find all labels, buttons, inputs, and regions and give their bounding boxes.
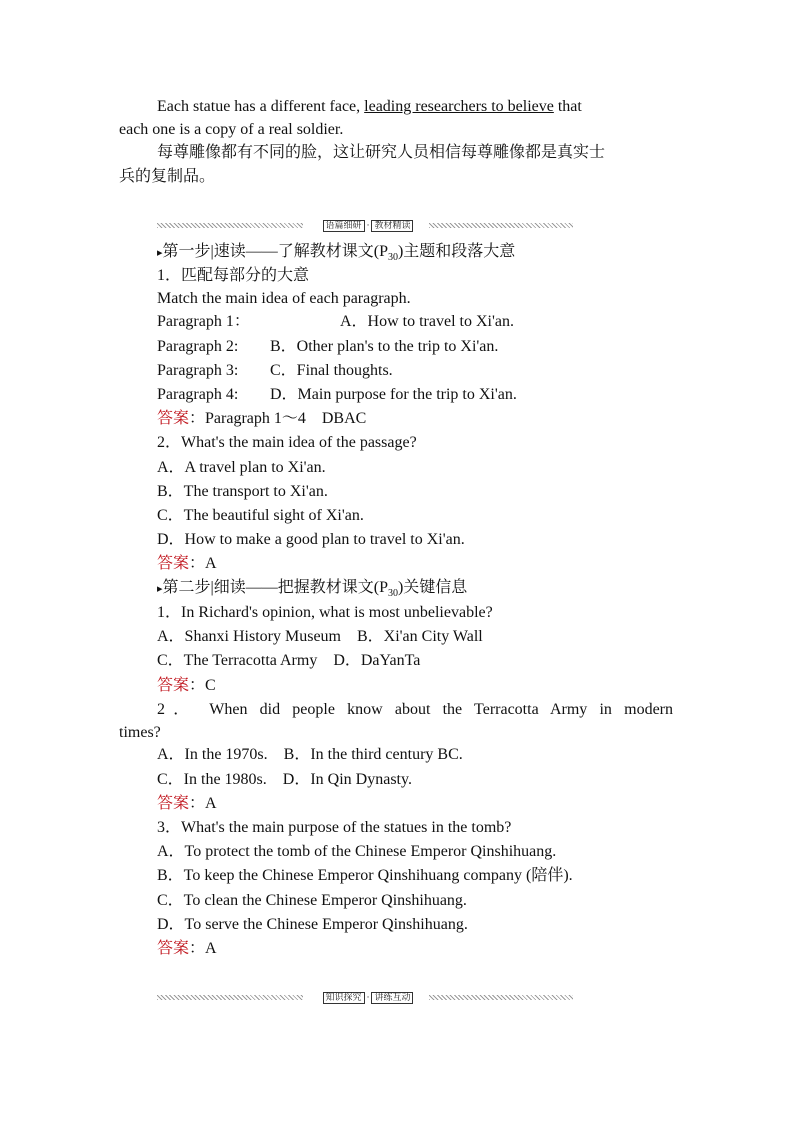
divider-banner — [307, 220, 429, 232]
answer-line — [157, 938, 217, 960]
answer-label: 答案 — [157, 677, 190, 694]
match-option: D．Main purpose for the trip to Xi'an. — [270, 386, 517, 403]
answer-label: 答案 — [157, 795, 190, 812]
step2-q2: 2． When did people know about the Terracotta Army in modern — [157, 701, 673, 718]
intro-translation-2: 兵的复制品。 — [119, 168, 216, 185]
answer-value: ：C — [189, 677, 216, 694]
step2-q3: 3．What's the main purpose of the statues in the tomb? — [157, 819, 512, 836]
match-option: B．Other plan's to the trip to Xi'an. — [270, 338, 499, 355]
choice-option: D．How to make a good plan to travel to Xi'an. — [157, 531, 465, 548]
divider-stripe — [429, 223, 573, 228]
step2-title-end: )关键信息 — [397, 579, 468, 596]
paragraph-label: Paragraph 2: — [157, 338, 239, 355]
intro-line-2: each one is a copy of a real soldier. — [119, 121, 344, 138]
choice-option-row: A．In the 1970s. B．In the third century BC. — [157, 746, 463, 763]
page-subscript: 30 — [387, 588, 398, 600]
intro-text: Each statue has a different face, — [157, 98, 365, 115]
answer-label: 答案 — [157, 555, 190, 572]
paragraph-label: Paragraph 1： — [157, 313, 250, 330]
divider-stripe — [429, 995, 573, 1000]
paragraph-label: Paragraph 4: — [157, 386, 239, 403]
choice-option: C．The beautiful sight of Xi'an. — [157, 507, 364, 524]
step2-q2-cont: times? — [119, 724, 161, 741]
answer-line — [157, 408, 366, 430]
divider-dot: · — [366, 221, 370, 231]
answer-value: ：A — [189, 795, 217, 812]
step1-q1-en: Match the main idea of each paragraph. — [157, 290, 411, 307]
divider-stripe — [157, 223, 303, 228]
divider-label-right: 教材精读 — [371, 220, 413, 232]
divider-banner — [307, 992, 429, 1004]
choice-option: B．The transport to Xi'an. — [157, 483, 328, 500]
answer-line — [157, 553, 217, 575]
divider-dot: · — [366, 993, 370, 1003]
match-option: C．Final thoughts. — [270, 362, 393, 379]
answer-value: ：A — [189, 940, 217, 957]
triangle-icon: ▸ — [157, 583, 163, 595]
answer-value: ：Paragraph 1～4 DBAC — [189, 410, 367, 427]
answer-line — [157, 675, 216, 697]
step1-title: 第一步|速读——了解教材课文(P — [162, 243, 388, 260]
choice-option: C．To clean the Chinese Emperor Qinshihuang. — [157, 892, 467, 909]
intro-translation-1: 每尊雕像都有不同的脸，这让研究人员相信每尊雕像都是真实士 — [157, 144, 606, 161]
step2-heading — [157, 577, 467, 605]
section-divider-practice — [157, 992, 573, 1004]
step1-q2: 2．What's the main idea of the passage? — [157, 434, 417, 451]
divider-label-left: 知识探究 — [323, 992, 365, 1004]
choice-option-row: C．In the 1980s. D．In Qin Dynasty. — [157, 771, 412, 788]
step1-q1-zh: 1．匹配每部分的大意 — [157, 267, 310, 284]
answer-label: 答案 — [157, 940, 190, 957]
intro-line-1 — [157, 96, 582, 118]
choice-option: B．To keep the Chinese Emperor Qinshihuang company (陪伴). — [157, 867, 573, 884]
step1-title-end: )主题和段落大意 — [397, 243, 516, 260]
match-option: A．How to travel to Xi'an. — [340, 313, 514, 330]
answer-label: 答案 — [157, 410, 190, 427]
triangle-icon: ▸ — [157, 247, 163, 259]
divider-label-left: 语篇细研 — [323, 220, 365, 232]
divider-label-right: 讲练互动 — [371, 992, 413, 1004]
choice-option-row: A．Shanxi History Museum B．Xi'an City Wall — [157, 628, 483, 645]
choice-option: A．To protect the tomb of the Chinese Emperor Qinshihuang. — [157, 843, 557, 860]
divider-stripe — [157, 995, 303, 1000]
underlined-phrase: leading researchers to believe — [364, 98, 554, 115]
step2-title: 第二步|细读——把握教材课文(P — [162, 579, 388, 596]
answer-line — [157, 793, 217, 815]
page-subscript: 30 — [387, 252, 398, 264]
paragraph-label: Paragraph 3: — [157, 362, 239, 379]
section-divider-reading — [157, 220, 573, 232]
intro-text: that — [553, 98, 582, 115]
answer-value: ：A — [189, 555, 217, 572]
choice-option: D．To serve the Chinese Emperor Qinshihuang. — [157, 916, 468, 933]
choice-option: A．A travel plan to Xi'an. — [157, 459, 326, 476]
choice-option-row: C．The Terracotta Army D．DaYanTa — [157, 652, 421, 669]
step2-q1: 1．In Richard's opinion, what is most unbelievable? — [157, 604, 493, 621]
